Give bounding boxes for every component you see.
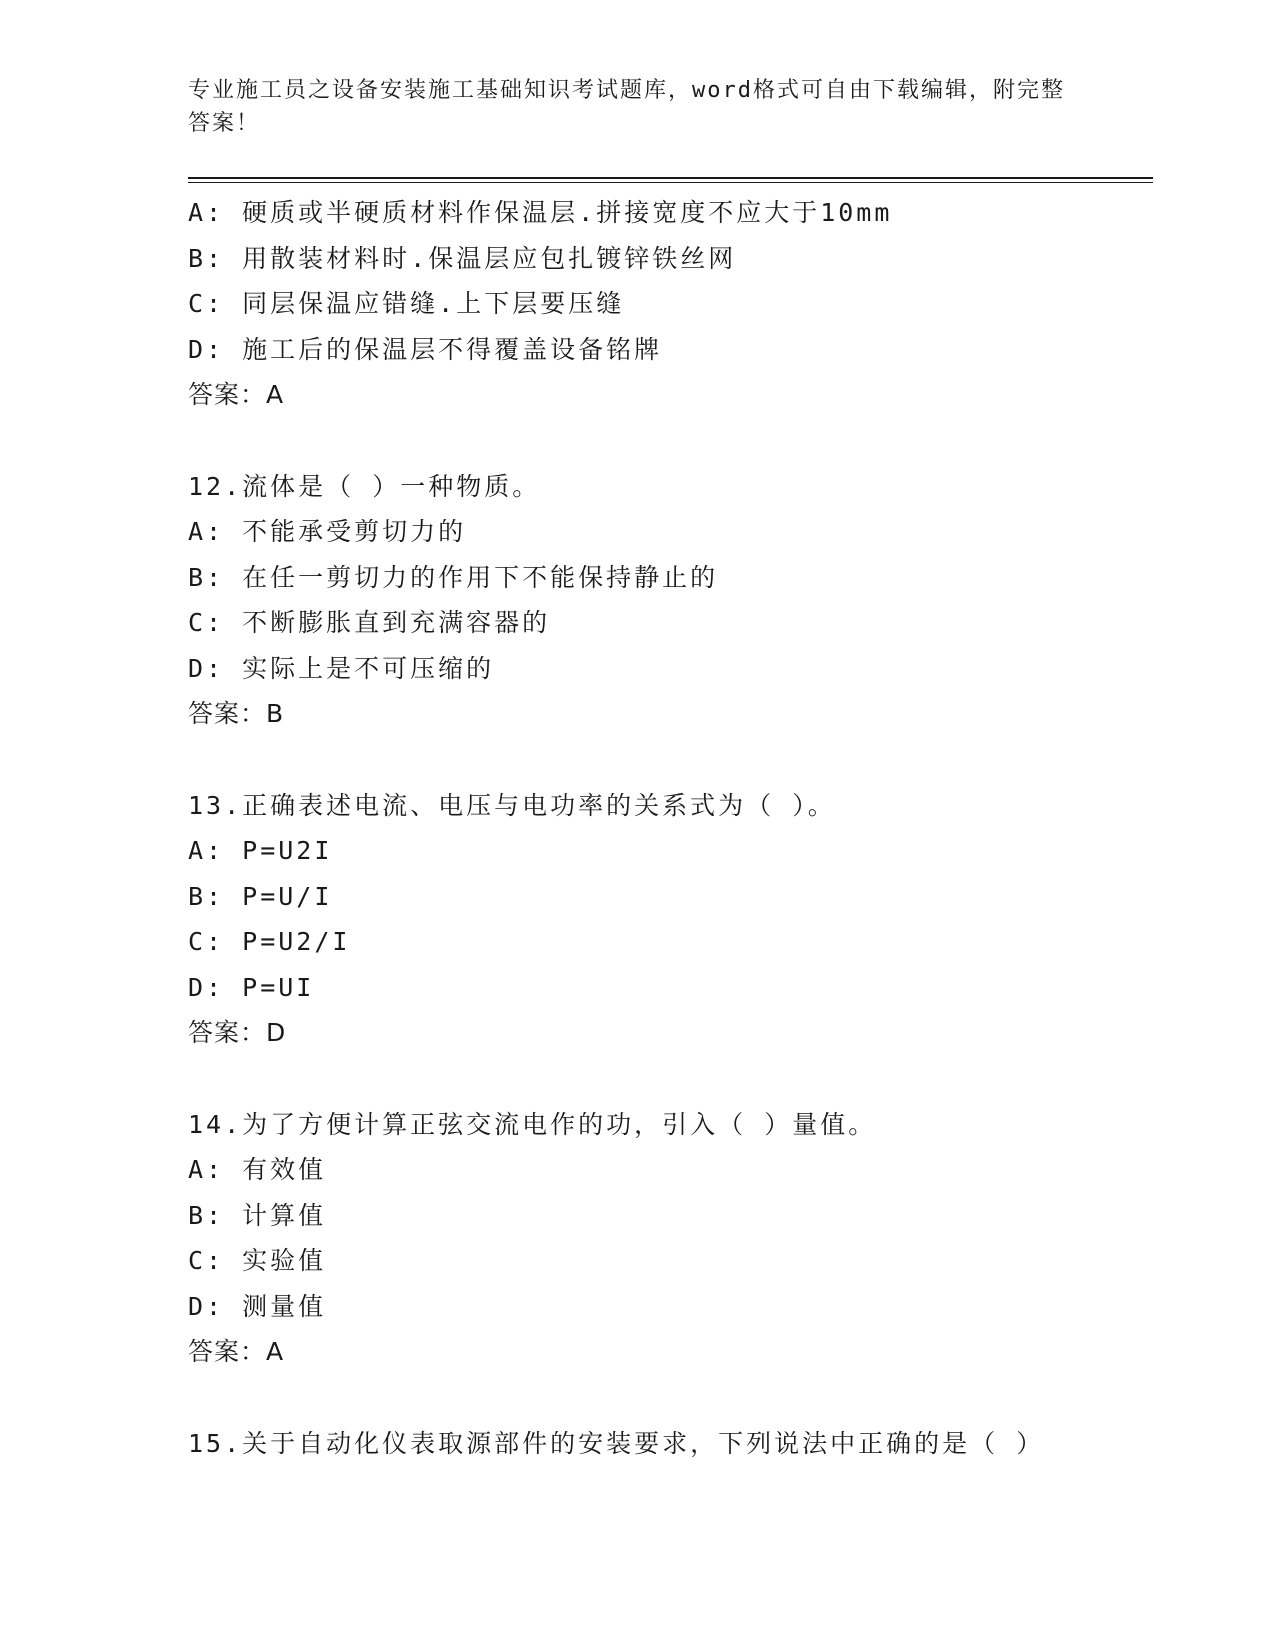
option-a: A: 有效值 (188, 1155, 327, 1184)
question-block (188, 1102, 1153, 1375)
question-stem: 15.关于自动化仪表取源部件的安装要求，下列说法中正确的是（ ） (188, 1428, 1045, 1458)
answer-line: 答案：D (188, 1018, 287, 1047)
option-d: D: 实际上是不可压缩的 (188, 653, 495, 683)
question-stem: 13.正确表述电流、电压与电功率的关系式为（ ）。 (188, 790, 836, 820)
question-block (188, 464, 1153, 737)
question-block (188, 190, 1153, 418)
question-list (188, 190, 1153, 1466)
option-a: A: P=U2I (188, 836, 333, 865)
option-c: C: P=U2/I (188, 927, 351, 956)
option-b: B: 计算值 (188, 1200, 327, 1230)
question-stem: 14.为了方便计算正弦交流电作的功，引入（ ）量值。 (188, 1109, 877, 1139)
answer-line: 答案：B (188, 699, 285, 728)
option-b: B: P=U/I (188, 881, 333, 911)
answer-line: 答案：A (188, 1337, 285, 1366)
option-c: C: 同层保温应错缝.上下层要压缝 (188, 289, 625, 318)
option-b: B: 用散装材料时.保温层应包扎镀锌铁丝网 (188, 243, 737, 273)
option-d: D: 测量值 (188, 1291, 327, 1321)
question-block (188, 783, 1153, 1056)
option-d: D: P=UI (188, 972, 315, 1002)
option-c: C: 实验值 (188, 1246, 327, 1275)
option-d: D: 施工后的保温层不得覆盖设备铭牌 (188, 334, 663, 364)
answer-line: 答案：A (188, 380, 285, 409)
document-header: 专业施工员之设备安装施工基础知识考试题库，word格式可自由下载编辑，附完整答案！ (188, 78, 1065, 136)
header-rule-thin (188, 182, 1153, 183)
question-block (188, 1421, 1153, 1467)
question-stem: 12.流体是（ ）一种物质。 (188, 471, 541, 501)
option-a: A: 不能承受剪切力的 (188, 517, 467, 546)
option-a: A: 硬质或半硬质材料作保温层.拼接宽度不应大于10mm (188, 198, 893, 227)
option-b: B: 在任一剪切力的作用下不能保持静止的 (188, 562, 719, 592)
header-rule (188, 177, 1153, 179)
option-c: C: 不断膨胀直到充满容器的 (188, 608, 551, 637)
